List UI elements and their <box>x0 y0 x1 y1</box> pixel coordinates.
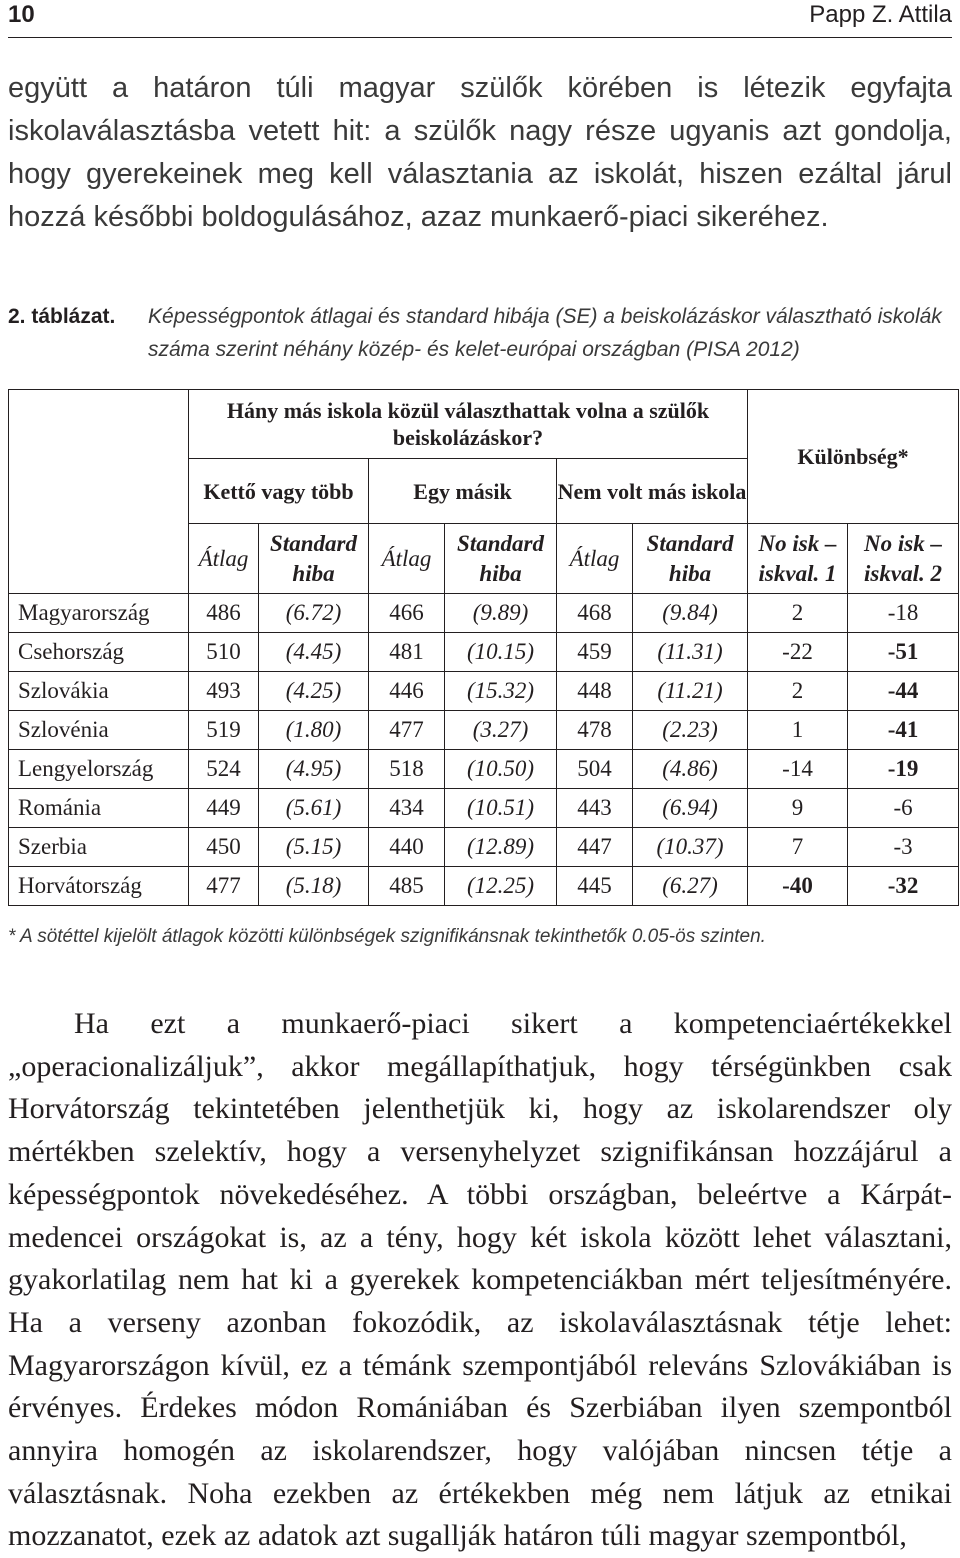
diff-cell: -6 <box>848 789 959 828</box>
se-cell: (6.27) <box>633 867 748 906</box>
diff-header: Különbség* <box>748 390 959 524</box>
diff-cell: -14 <box>748 750 848 789</box>
diff-cell: -32 <box>848 867 959 906</box>
page-header <box>8 0 952 38</box>
country-cell: Csehország <box>9 633 189 672</box>
mean-cell: 448 <box>557 672 633 711</box>
mean-cell: 524 <box>189 750 259 789</box>
se-cell: (10.51) <box>445 789 557 828</box>
mean-cell: 449 <box>189 789 259 828</box>
mean-cell: 493 <box>189 672 259 711</box>
se-cell: (5.61) <box>259 789 369 828</box>
mean-cell: 477 <box>189 867 259 906</box>
table-body <box>9 594 959 906</box>
country-cell: Szlovénia <box>9 711 189 750</box>
country-cell: Magyarország <box>9 594 189 633</box>
se-cell: (11.21) <box>633 672 748 711</box>
mean-cell: 486 <box>189 594 259 633</box>
se-cell: (12.25) <box>445 867 557 906</box>
mean-cell: 466 <box>369 594 445 633</box>
table-caption-text: Képességpontok átlagai és standard hibája (SE) a beiskolázáskor választható iskolák száma szerint néhány közép- és kelet-európai országban (PISA 2012) <box>148 305 942 361</box>
mean-cell: 478 <box>557 711 633 750</box>
se-cell: (4.45) <box>259 633 369 672</box>
mean-cell: 504 <box>557 750 633 789</box>
diff-cell: -18 <box>848 594 959 633</box>
country-cell: Horvátország <box>9 867 189 906</box>
se-cell: (9.84) <box>633 594 748 633</box>
body-paragraph: Ha ezt a munkaerő-piaci sikert a kompetenciaértékekkel „operacionalizáljuk”, akkor megállapíthatjuk, hogy térségünkben csak Horvátország tekintetében jelenthetjük ki, hogy az iskolarendszer oly mértékben szelektív, hogy a versenyhelyzet szignifikánsan hozzájárul a képességpontok növekedéséhez. A többi országban, beleértve a Kárpát-medencei országokat is, az a tény, hogy két iskola között lehet választani, gyakorlatilag nem hat ki a gyerekek kompetenciákban mért teljesítményére. Ha a verseny azonban fokozódik, az iskolaválasztásnak tétje lehet: Magyarországon kívül, ez a témánk szempontjából releváns Szlovákiában is érvényes. Érdekes módon Romániában és Szerbiában ilyen szempontból annyira homogén az iskolarendszer, hogy valójában nincsen tétje a választásnak. Noha ezekben az értékekben még nem látjuk az etnikai mozzanatot, ezek az adatok azt sugallják határon túli magyar szempontból, <box>8 1007 952 1553</box>
mean-cell: 443 <box>557 789 633 828</box>
se-cell: (10.15) <box>445 633 557 672</box>
running-head: Papp Z. Attila <box>809 1 952 28</box>
se-cell: (3.27) <box>445 711 557 750</box>
diff-cell: 1 <box>748 711 848 750</box>
mean-cell: 450 <box>189 828 259 867</box>
se-cell: (2.23) <box>633 711 748 750</box>
country-cell: Szlovákia <box>9 672 189 711</box>
table-row <box>9 594 959 633</box>
mean-cell: 434 <box>369 789 445 828</box>
diff-cell: 2 <box>748 672 848 711</box>
se-cell: (1.80) <box>259 711 369 750</box>
country-cell: Románia <box>9 789 189 828</box>
diff-col-header-1: No isk – iskval. 1 <box>748 524 848 594</box>
data-table <box>8 389 959 906</box>
se-header-3: Standard hiba <box>633 524 748 594</box>
diff-cell: -40 <box>748 867 848 906</box>
page-number: 10 <box>8 1 35 28</box>
se-header-1: Standard hiba <box>259 524 369 594</box>
mean-cell: 468 <box>557 594 633 633</box>
mean-cell: 481 <box>369 633 445 672</box>
table-footnote: * A sötéttel kijelölt átlagok közötti különbségek szignifikánsnak tekinthetők 0.05-ös szinten. <box>8 926 766 947</box>
diff-cell: 9 <box>748 789 848 828</box>
table-row <box>9 672 959 711</box>
se-cell: (5.15) <box>259 828 369 867</box>
mean-header-3: Átlag <box>557 524 633 594</box>
se-cell: (4.95) <box>259 750 369 789</box>
subgroup-header-1: Kettő vagy több <box>189 459 369 524</box>
diff-col-header-2: No isk – iskval. 2 <box>848 524 959 594</box>
mean-cell: 445 <box>557 867 633 906</box>
mean-header-2: Átlag <box>369 524 445 594</box>
se-cell: (11.31) <box>633 633 748 672</box>
mean-cell: 447 <box>557 828 633 867</box>
diff-cell: -51 <box>848 633 959 672</box>
mean-cell: 446 <box>369 672 445 711</box>
table-row <box>9 789 959 828</box>
se-cell: (6.94) <box>633 789 748 828</box>
se-header-2: Standard hiba <box>445 524 557 594</box>
country-cell: Szerbia <box>9 828 189 867</box>
table-caption-label: 2. táblázat. <box>8 305 116 328</box>
country-cell: Lengyelország <box>9 750 189 789</box>
se-cell: (9.89) <box>445 594 557 633</box>
diff-cell: 2 <box>748 594 848 633</box>
mean-cell: 518 <box>369 750 445 789</box>
diff-cell: -22 <box>748 633 848 672</box>
intro-paragraph: együtt a határon túli magyar szülők körében is létezik egyfajta iskolaválasztásba vetett hit: a szülők nagy része ugyanis azt gondolja, hogy gyerekeinek meg kell választania az iskolát, hiszen ezáltal járul hozzá későbbi boldogulásához, azaz munkaerő-piaci sikeréhez. <box>8 72 952 233</box>
mean-cell: 459 <box>557 633 633 672</box>
diff-cell: -44 <box>848 672 959 711</box>
subgroup-header-3: Nem volt más iskola <box>557 459 748 524</box>
table-row <box>9 828 959 867</box>
se-cell: (10.37) <box>633 828 748 867</box>
subgroup-header-2: Egy másik <box>369 459 557 524</box>
table-row <box>9 750 959 789</box>
se-cell: (12.89) <box>445 828 557 867</box>
mean-cell: 519 <box>189 711 259 750</box>
table-row <box>9 633 959 672</box>
se-cell: (15.32) <box>445 672 557 711</box>
diff-cell: -41 <box>848 711 959 750</box>
mean-header-1: Átlag <box>189 524 259 594</box>
se-cell: (4.25) <box>259 672 369 711</box>
table-row <box>9 867 959 906</box>
mean-cell: 510 <box>189 633 259 672</box>
empty-corner-cell <box>9 390 189 594</box>
se-cell: (6.72) <box>259 594 369 633</box>
se-cell: (4.86) <box>633 750 748 789</box>
diff-cell: 7 <box>748 828 848 867</box>
diff-cell: -19 <box>848 750 959 789</box>
mean-cell: 485 <box>369 867 445 906</box>
se-cell: (5.18) <box>259 867 369 906</box>
table-row <box>9 711 959 750</box>
mean-cell: 440 <box>369 828 445 867</box>
mean-cell: 477 <box>369 711 445 750</box>
group-header: Hány más iskola közül választhattak volna a szülők beiskolázáskor? <box>189 390 748 459</box>
se-cell: (10.50) <box>445 750 557 789</box>
diff-cell: -3 <box>848 828 959 867</box>
